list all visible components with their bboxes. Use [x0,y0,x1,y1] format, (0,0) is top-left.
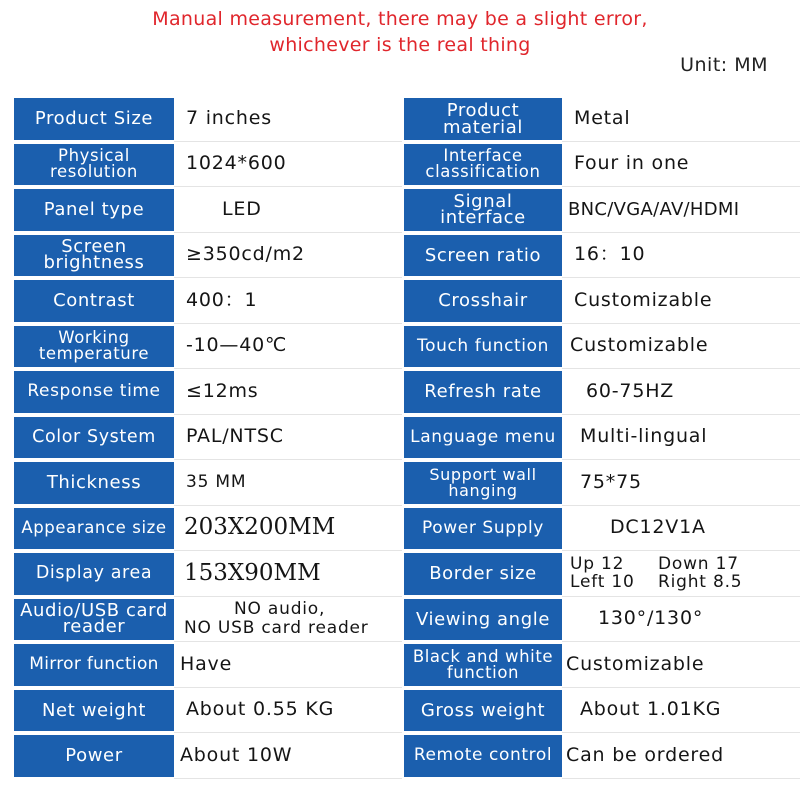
spec-row [14,460,800,506]
spec-label: Product material [404,96,562,142]
spec-value: BNC/VGA/AV/HDMI [562,187,800,233]
spec-label: Interface classification [404,142,562,188]
spec-label: Power Supply [404,506,562,552]
spec-label: Response time [14,369,174,415]
spec-value: 60-75HZ [562,369,800,415]
spec-value: 203X200MM [174,506,402,552]
spec-label: Contrast [14,278,174,324]
spec-row [14,506,800,552]
spec-label: Border size [404,551,562,597]
spec-value: 16：10 [562,233,800,279]
spec-row [14,642,800,688]
spec-value: Four in one [562,142,800,188]
spec-value: Metal [562,96,800,142]
spec-value: 7 inches [174,96,402,142]
notice-line-2: whichever is the real thing [269,34,531,56]
spec-label: Net weight [14,688,174,734]
spec-label: Mirror function [14,642,174,688]
spec-value-line: NO audio, [234,598,326,619]
spec-label: Thickness [14,460,174,506]
spec-label: Gross weight [404,688,562,734]
spec-value: Customizable [562,642,800,688]
spec-label: Language menu [404,415,562,461]
spec-label: Support wall hanging [404,460,562,506]
measurement-notice [0,6,800,58]
spec-value: Have [174,642,402,688]
border-left: Left 10 [570,572,635,593]
spec-label: Display area [14,551,174,597]
spec-value: About 1.01KG [562,688,800,734]
spec-label: Remote control [404,733,562,779]
spec-label: Black and white function [404,642,562,688]
spec-value: -10—40℃ [174,324,402,370]
spec-value: Customizable [562,278,800,324]
spec-value [174,597,402,643]
spec-label: Viewing angle [404,597,562,643]
spec-row [14,142,800,188]
spec-value: DC12V1A [562,506,800,552]
spec-value: 130°/130° [562,597,800,643]
spec-label: Color System [14,415,174,461]
spec-value: PAL/NTSC [174,415,402,461]
spec-value: About 10W [174,733,402,779]
spec-value: Can be ordered [562,733,800,779]
spec-row [14,688,800,734]
spec-value: 35 MM [174,460,402,506]
border-up: Up 12 [570,554,625,575]
spec-row [14,233,800,279]
spec-value: About 0.55 KG [174,688,402,734]
border-size-value [562,551,800,597]
spec-label: Audio/USB card reader [14,597,174,643]
spec-value: ≤12ms [174,369,402,415]
border-size-grid [570,555,768,591]
spec-row [14,415,800,461]
spec-table [14,96,800,779]
spec-label: Signal interface [404,187,562,233]
spec-label: Screen brightness [14,233,174,279]
spec-row [14,369,800,415]
spec-label: Appearance size [14,506,174,552]
spec-label: Power [14,733,174,779]
spec-value: 1024*600 [174,142,402,188]
spec-label: Touch function [404,324,562,370]
spec-row [14,551,800,597]
spec-value: ≥350cd/m2 [174,233,402,279]
spec-row [14,278,800,324]
spec-row [14,733,800,779]
notice-line-1: Manual measurement, there may be a slight error, [152,8,648,30]
spec-value: 153X90MM [174,551,402,597]
spec-row [14,187,800,233]
border-right: Right 8.5 [658,572,743,593]
spec-label: Panel type [14,187,174,233]
spec-value: Multi-lingual [562,415,800,461]
unit-label: Unit: MM [680,54,768,76]
spec-label: Product Size [14,96,174,142]
spec-row [14,96,800,142]
spec-label: Screen ratio [404,233,562,279]
spec-value: 400：1 [174,278,402,324]
spec-value-line: NO USB card reader [184,617,369,638]
spec-label: Refresh rate [404,369,562,415]
border-down: Down 17 [658,554,739,575]
spec-value: LED [174,187,402,233]
spec-value: Customizable [562,324,800,370]
spec-row [14,324,800,370]
spec-row [14,597,800,643]
spec-value: 75*75 [562,460,800,506]
spec-label: Working temperature [14,324,174,370]
spec-label: Physical resolution [14,142,174,188]
spec-label: Crosshair [404,278,562,324]
